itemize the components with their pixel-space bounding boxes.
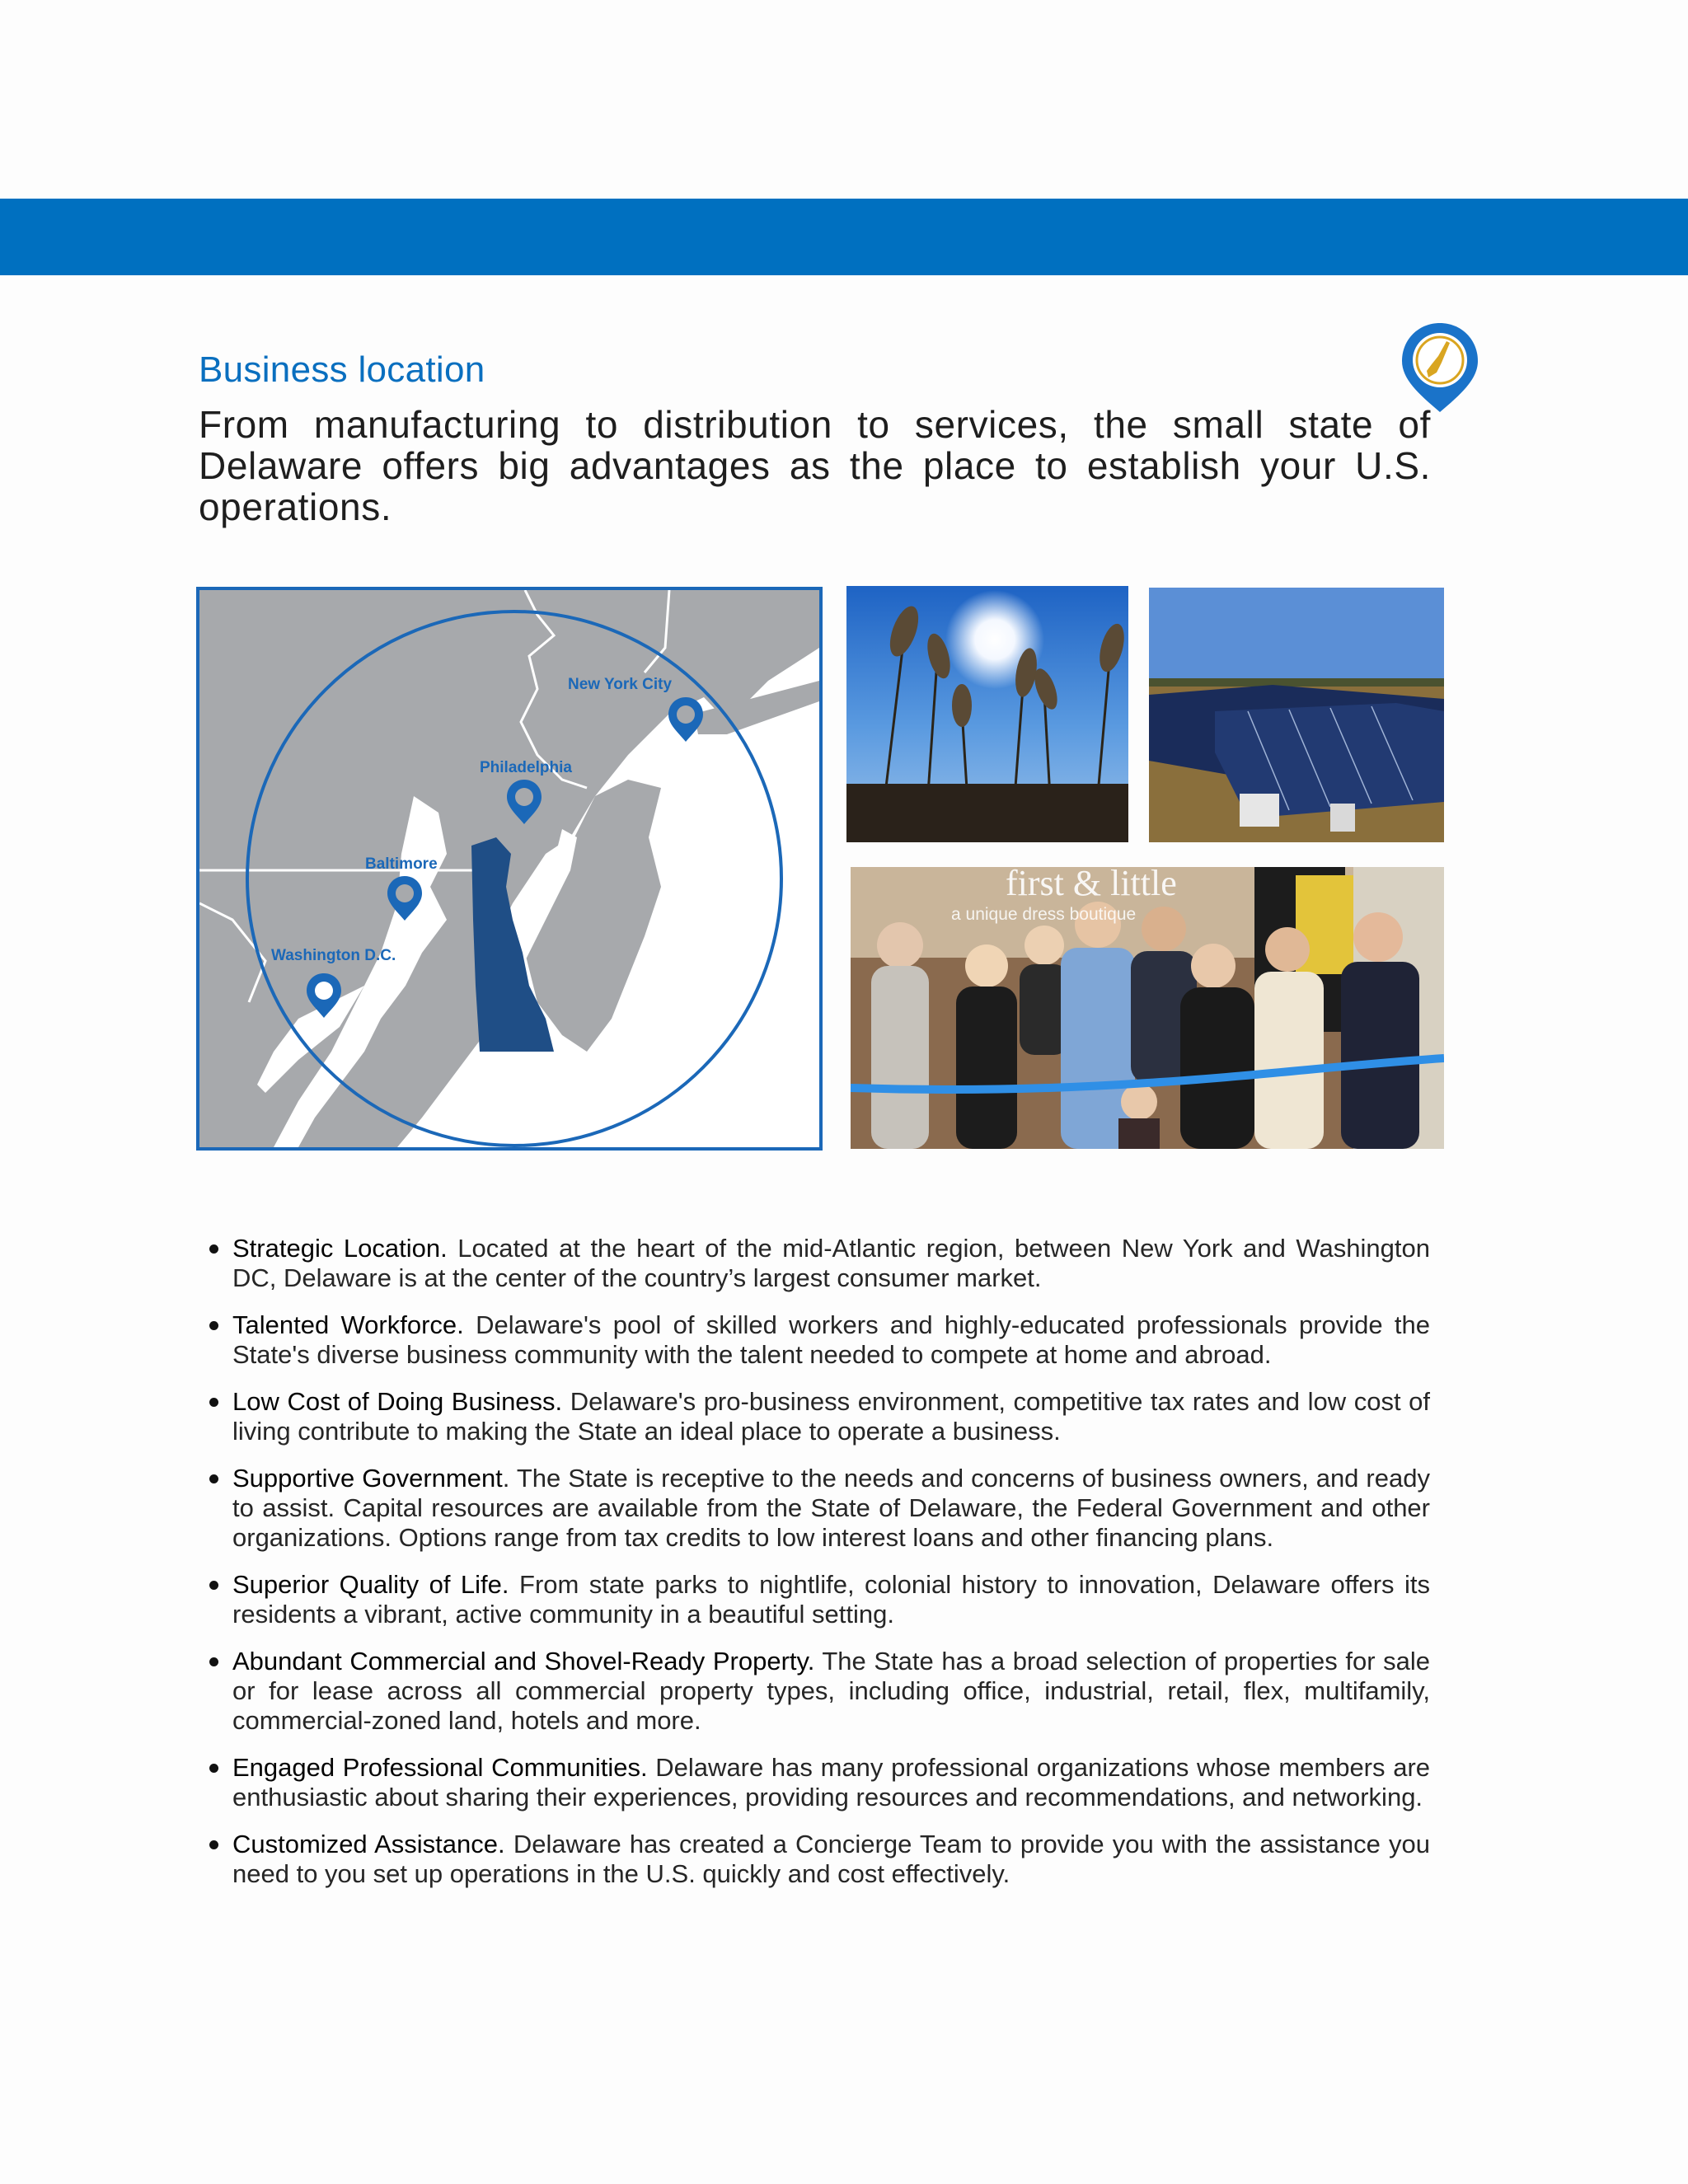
map-city-new-york: New York City xyxy=(568,676,673,693)
bullet-term: Engaged Professional Communities. xyxy=(232,1753,648,1782)
map-city-washington: Washington D.C. xyxy=(271,947,396,964)
advantages-list xyxy=(208,1234,1430,1906)
list-item xyxy=(208,1234,1430,1293)
bullet-text: Delaware has created a Concierge Team to provide you with the assistance you need to you set up operations in the U.S. quickly and cost effectively. xyxy=(232,1830,1430,1888)
map-pin-icon xyxy=(385,874,424,922)
list-item xyxy=(208,1753,1430,1812)
header-band xyxy=(0,199,1688,275)
list-item xyxy=(208,1647,1430,1736)
bullet-text: Delaware has many professional organizations whose members are enthusiastic about sharing their experiences, providing resources and recommendations, and networking. xyxy=(232,1753,1431,1811)
bullet-term: Customized Assistance. xyxy=(232,1830,505,1858)
list-item xyxy=(208,1570,1430,1629)
list-item xyxy=(208,1464,1430,1553)
map-pin-icon xyxy=(666,696,706,743)
solar-panels-photo xyxy=(1149,588,1444,842)
map-pin-icon xyxy=(304,972,344,1019)
list-item xyxy=(208,1387,1430,1446)
section-label: Business location xyxy=(199,349,485,390)
region-map xyxy=(196,587,823,1151)
bullet-text: . The State is receptive to the needs and concerns of business owners, and ready to assist. Capital resources are available from the State of Delaware, the Federal Government and other organizations. Options range from tax credits to low interest loans and other financing plans. xyxy=(232,1464,1430,1552)
bullet-text: The State has a broad selection of properties for sale or for lease across all commercial property types, including office, industrial, retail, flex, multifamily, commercial-zoned land, hotels and more. xyxy=(232,1647,1430,1735)
map-pin-icon xyxy=(504,778,544,826)
delaware-location-pin-icon xyxy=(1399,320,1481,415)
map-city-baltimore: Baltimore xyxy=(365,855,438,873)
map-city-philadelphia: Philadelphia xyxy=(480,759,572,776)
bullet-term: Superior Quality of Life. xyxy=(232,1570,509,1599)
bullet-text: Delaware's pool of skilled workers and highly-educated professionals provide the State's diverse business community with the talent needed to compete at home and abroad. xyxy=(232,1310,1430,1369)
marsh-grass-photo xyxy=(846,586,1128,842)
storefront-sign-subtitle: a unique dress boutique xyxy=(951,905,1137,924)
bullet-term: Strategic Location. xyxy=(232,1234,448,1263)
list-item xyxy=(208,1830,1430,1889)
bullet-term: Talented Workforce. xyxy=(232,1310,464,1339)
lead-paragraph: From manufacturing to distribution to services, the small state of Delaware offers big advantages as the place to establish your U.S. operations. xyxy=(199,403,1431,528)
bullet-term: Abundant Commercial and Shovel-Ready Property. xyxy=(232,1647,815,1675)
storefront-sign: first & little xyxy=(1006,867,1177,903)
bullet-term: Low Cost of Doing Business. xyxy=(232,1387,563,1416)
bullet-text: Delaware's pro-business environment, competitive tax rates and low cost of living contribute to making the State an ideal place to operate a business. xyxy=(232,1387,1430,1446)
ribbon-cutting-photo xyxy=(851,867,1444,1149)
list-item xyxy=(208,1310,1430,1370)
bullet-text: From state parks to nightlife, colonial history to innovation, Delaware offers its residents a vibrant, active community in a beautiful setting. xyxy=(232,1570,1430,1629)
bullet-term: Supportive Government xyxy=(232,1464,503,1493)
bullet-text: Located at the heart of the mid-Atlantic region, between New York and Washington DC, Delaware is at the center of the country’s largest consumer market. xyxy=(232,1234,1430,1292)
